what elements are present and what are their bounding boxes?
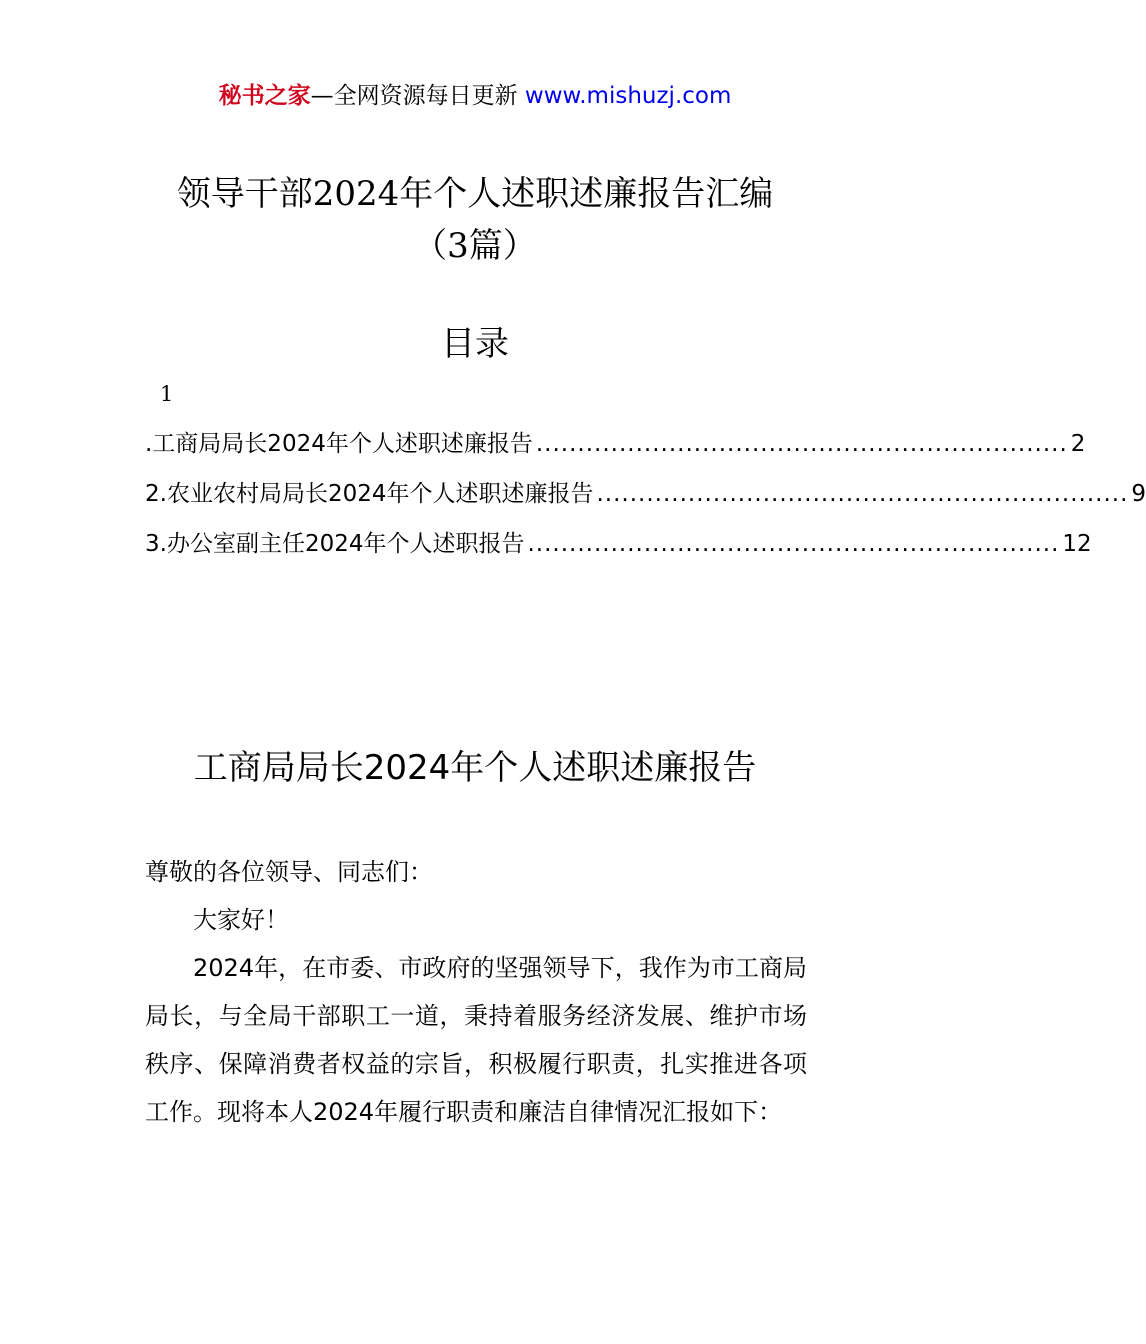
toc-entry-leader: ................................................................ <box>535 431 1068 457</box>
document-title: 领导干部2024年个人述职述廉报告汇编 <box>176 174 774 214</box>
toc-entry-label: 2.农业农村局局长2024年个人述职述廉报告 <box>145 481 594 507</box>
salutation: 尊敬的各位领导、同志们： <box>145 858 433 886</box>
greeting: 大家好！ <box>193 906 289 934</box>
toc-entry-label: .工商局局长2024年个人述职述廉报告 <box>145 431 533 457</box>
site-header <box>0 80 950 112</box>
brand-name[interactable]: 秘书之家 <box>218 83 311 109</box>
site-url-link[interactable]: www.mishuzj.com <box>524 83 732 109</box>
toc-entry[interactable] <box>145 426 1086 462</box>
toc-page-number: 1 <box>160 382 174 406</box>
toc-entry-label: 3.办公室副主任2024年个人述职报告 <box>145 531 525 557</box>
header-tagline: —全网资源每日更新 <box>310 83 518 109</box>
toc-entry[interactable] <box>145 526 1092 562</box>
toc-entry-page: 2 <box>1070 431 1086 457</box>
toc-entry-leader: ................................................................ <box>527 531 1060 557</box>
toc-entry-page: 9 <box>1131 481 1146 507</box>
toc-entry[interactable] <box>145 476 1146 512</box>
section-title: 工商局局长2024年个人述职述廉报告 <box>193 748 757 788</box>
document-title-count: （3篇） <box>413 226 537 266</box>
body-paragraph: 2024年，在市委、市政府的坚强领导下，我作为市工商局局长，与全局干部职工一道，秉持着服务经济发展、维护市场秩序、保障消费者权益的宗旨，积极履行职责，扎实推进各项工作。现将本人2024年履行职责和廉洁自律情况汇报如下： <box>145 954 807 1126</box>
toc-entry-leader: ................................................................ <box>596 481 1129 507</box>
toc-heading: 目录 <box>441 324 509 364</box>
toc-entry-page: 12 <box>1062 531 1092 557</box>
